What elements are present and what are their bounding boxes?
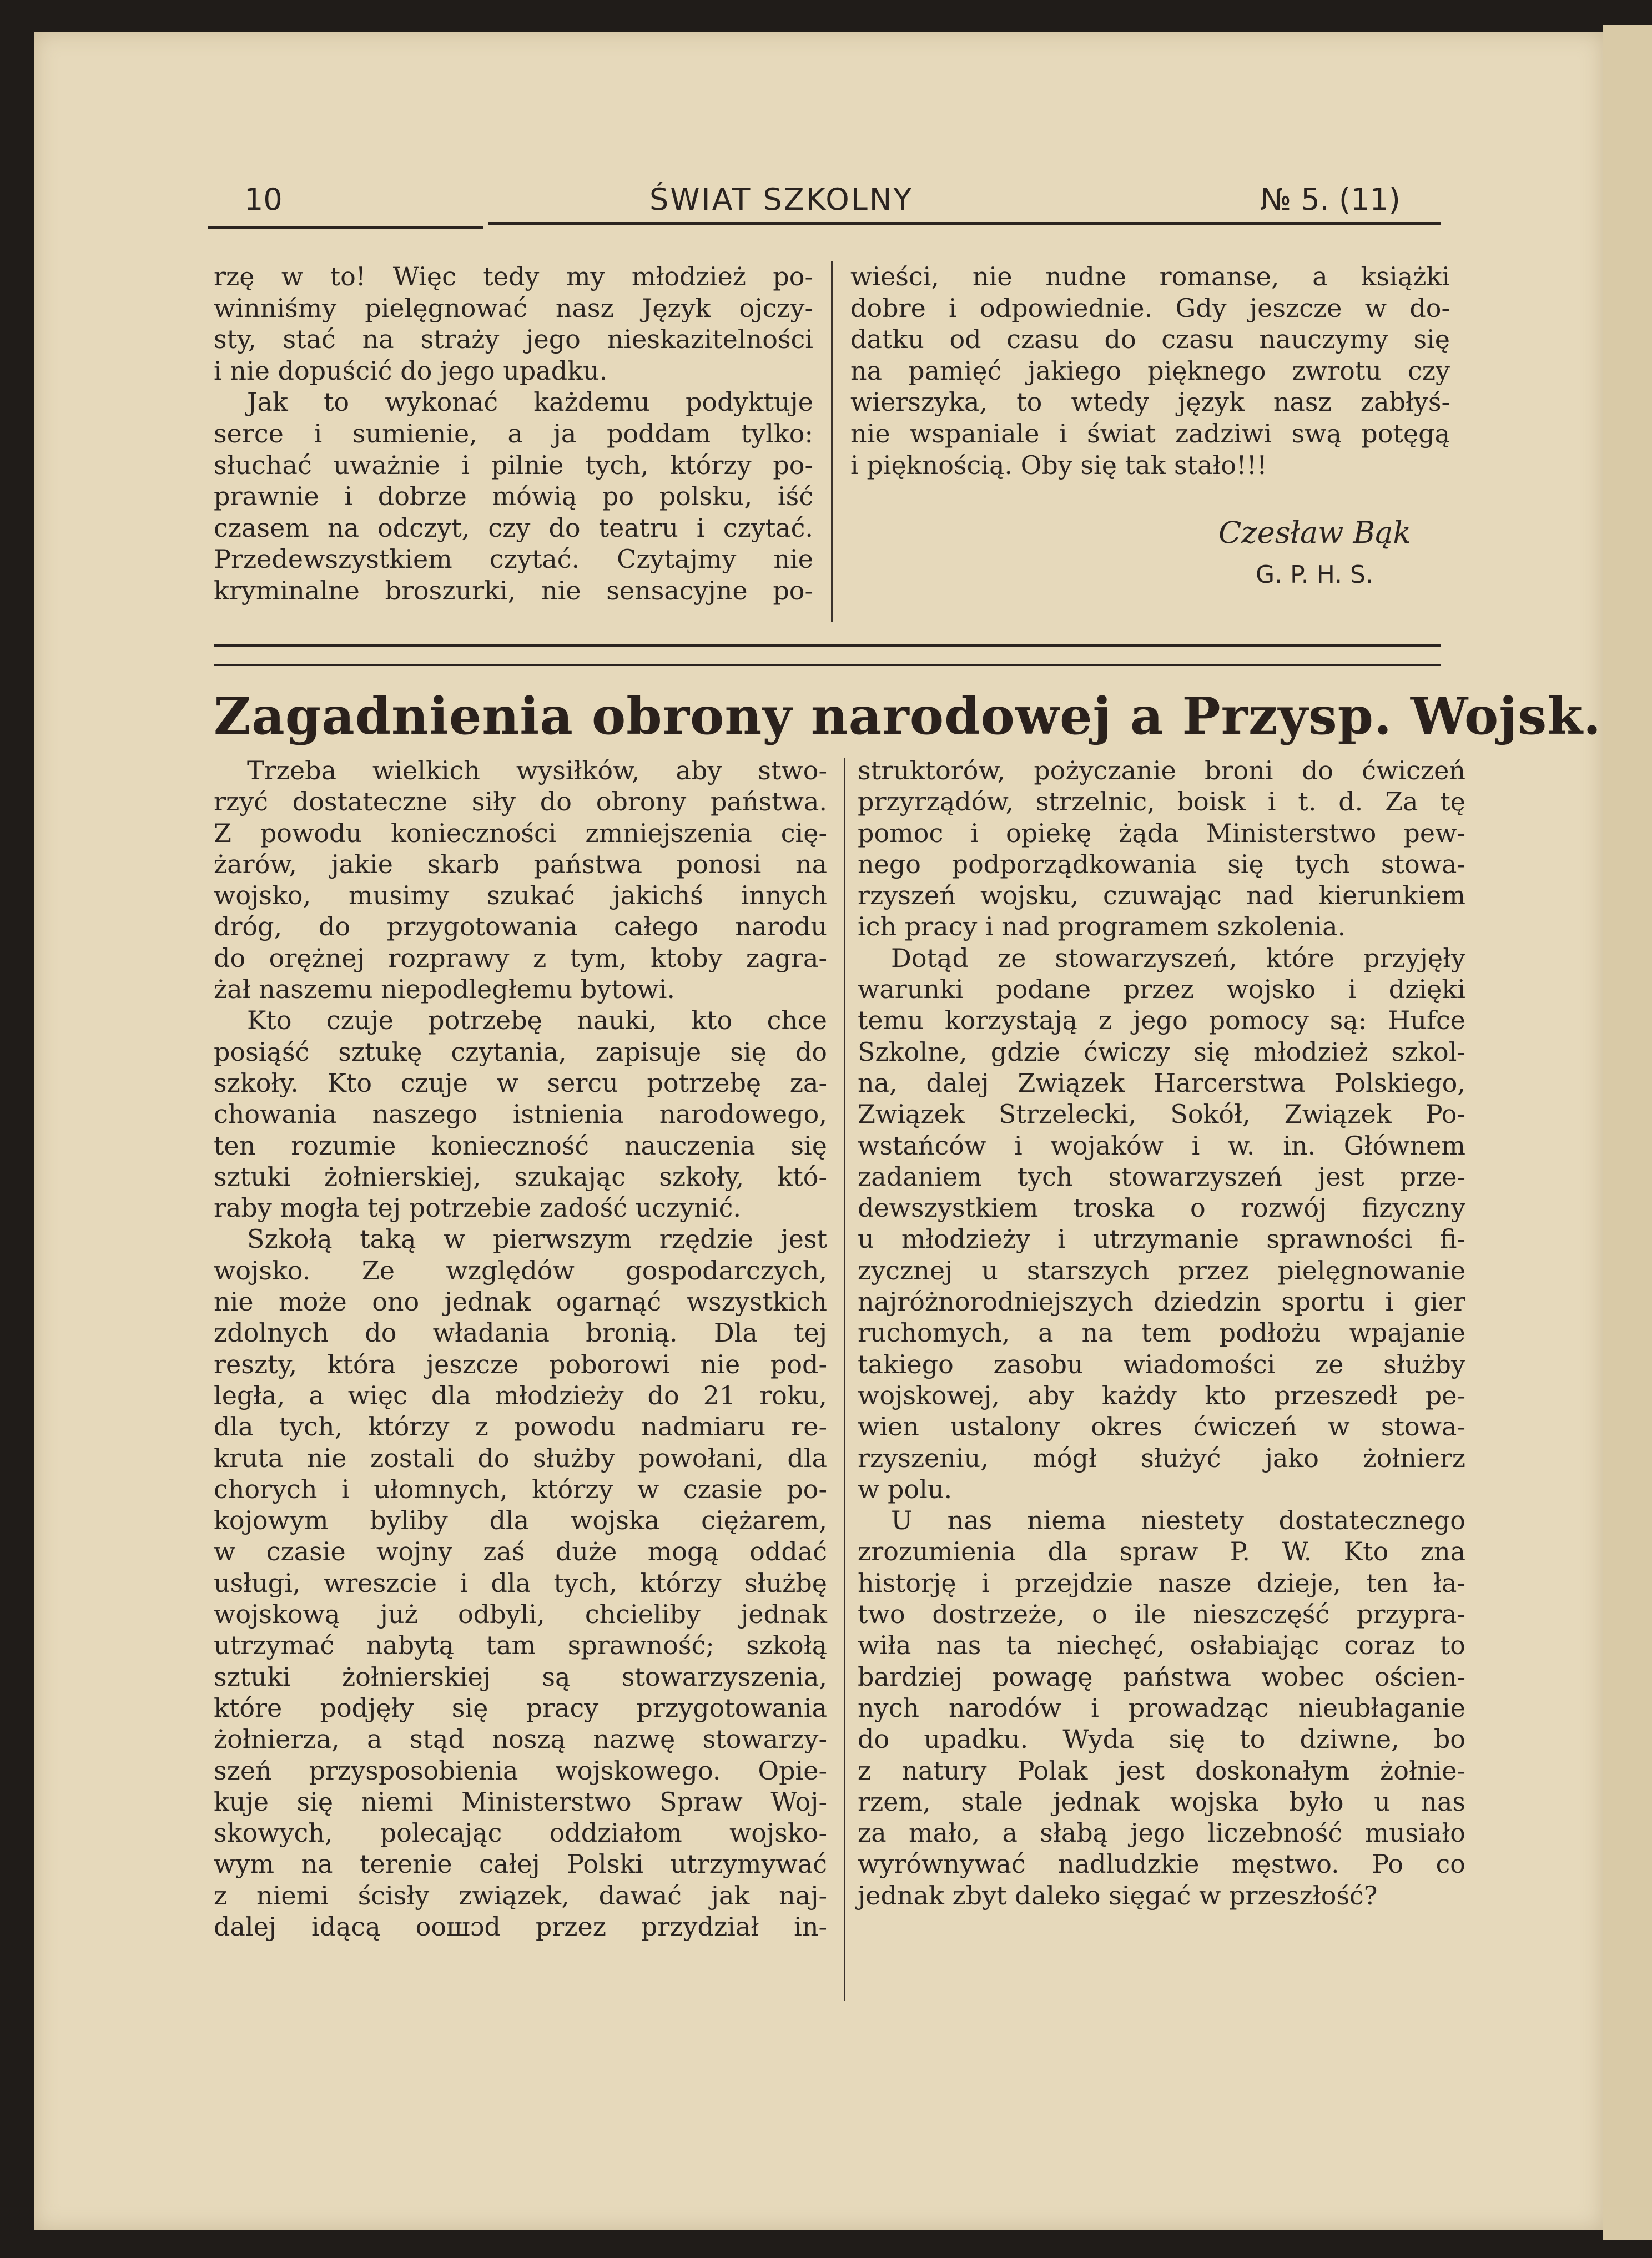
text-line: i nie dopuścić do jego upadku. [214, 355, 608, 386]
text-line: datku od czasu do czasu nauczymy się [850, 324, 1450, 355]
text-line: wym na terenie całej Polski utrzymywać [214, 1849, 827, 1879]
section-rule-thick [214, 644, 1441, 647]
text-line: rzyszeniu, mógł służyć jako żołnierz [858, 1443, 1465, 1473]
text-line: reszty, która jeszcze poborowi nie pod- [214, 1349, 827, 1379]
text-line: do upadku. Wyda się to dziwne, bo [858, 1724, 1465, 1755]
text-line: Trzeba wielkich wysiłków, aby stwo- [247, 755, 827, 785]
text-line: sty, stać na straży jego nieskazitelności [214, 324, 813, 355]
text-line: nie może ono jednak ogarnąć wszystkich [214, 1287, 827, 1317]
author-affiliation: G. P. H. S. [1256, 561, 1373, 589]
column-divider-top [831, 261, 833, 622]
text-line: kruta nie zostali do służby powołani, dla [214, 1443, 827, 1473]
text-line: z natury Polak jest doskonałym żołnie- [858, 1755, 1465, 1786]
article-heading: Zagadnienia obrony narodowej a Przysp. Wojsk. [214, 686, 1602, 746]
section-rule-thin [214, 664, 1441, 666]
header-rule-right [488, 222, 1441, 225]
text-line: nego podporządkowania się tych stowa- [858, 849, 1465, 879]
text-line: które podjęły się pracy przygotowania [214, 1692, 827, 1723]
text-line: wojsko. Ze względów gospodarczych, [214, 1255, 827, 1286]
text-line: prawnie i dobrze mówią po polsku, iść [214, 481, 813, 512]
text-line: zycznej u starszych przez pielęgnowanie [858, 1255, 1465, 1286]
text-line: sztuki żołnierskiej, szukając szkoły, któ- [214, 1161, 827, 1192]
text-line: warunki podane przez wojsko i dzięki [858, 974, 1465, 1005]
text-line: bardziej powagę państwa wobec ościen- [858, 1661, 1465, 1692]
text-line: najróżnorodniejszych dziedzin sportu i gier [858, 1287, 1465, 1317]
text-line: ruchomych, a na tem podłożu wpajanie [858, 1318, 1465, 1348]
author-signature: Czesław Bąk [1218, 515, 1412, 550]
text-line: żołnierza, a stąd noszą nazwę stowarzy- [214, 1724, 827, 1755]
text-line: wiła nas ta niechęć, osłabiając coraz to [858, 1630, 1465, 1661]
text-line: szkoły. Kto czuje w sercu potrzebę za- [214, 1067, 827, 1098]
text-line: rzem, stale jednak wojska było u nas [858, 1786, 1465, 1817]
text-line: Związek Strzelecki, Sokół, Związek Po- [858, 1099, 1465, 1130]
text-line: winniśmy pielęgnować nasz Język ojczy- [214, 293, 813, 323]
text-line: czasem na odczyt, czy do teatru i czytać. [214, 512, 813, 543]
text-line: z niemi ścisły związek, dawać jak naj- [214, 1880, 827, 1911]
text-line: nych narodów i prowadząc nieubłaganie [858, 1692, 1465, 1723]
text-line: Przedewszystkiem czytać. Czytajmy nie [214, 544, 813, 574]
text-line: wien ustalony okres ćwiczeń w stowa- [858, 1412, 1465, 1442]
header-rule-left [208, 226, 483, 229]
text-line: utrzymać nabytą tam sprawność; szkołą [214, 1630, 827, 1661]
text-line: i pięknością. Oby się tak stało!!! [850, 450, 1267, 480]
text-line: chorych i ułomnych, którzy w czasie po- [214, 1474, 827, 1504]
text-line: zdolnych do władania bronią. Dla tej [214, 1318, 827, 1348]
text-line: żarów, jakie skarb państwa ponosi na [214, 849, 827, 879]
text-line: ten rozumie konieczność nauczenia się [214, 1130, 827, 1161]
issue-number: № 5. (11) [1260, 182, 1401, 217]
column-divider-main [844, 758, 845, 2001]
text-line: kryminalne broszurki, nie sensacyjne po- [214, 575, 813, 606]
text-line: w polu. [858, 1474, 953, 1504]
text-line: wieści, nie nudne romanse, a książki [850, 261, 1450, 291]
text-line: chowania naszego istnienia narodowego, [214, 1099, 827, 1130]
text-line: w czasie wojny zaś duże mogą oddać [214, 1536, 827, 1567]
article-left-column [214, 755, 827, 1942]
text-line: takiego zasobu wiadomości ze służby [858, 1349, 1465, 1379]
text-line: skowych, polecając oddziałom wojsko- [214, 1818, 827, 1848]
text-line: kuje się niemi Ministerstwo Spraw Woj- [214, 1786, 827, 1817]
text-line: posiąść sztukę czytania, zapisuje się do [214, 1036, 827, 1067]
text-line: wierszyka, to wtedy język nasz zabłyś- [850, 387, 1450, 417]
text-line: wstańców i wojaków i w. in. Głównem [858, 1130, 1465, 1161]
text-line: Szkolne, gdzie ćwiczy się młodzież szkol- [858, 1036, 1465, 1067]
text-line: legła, a więc dla młodzieży do 21 roku, [214, 1380, 827, 1410]
text-line: pomoc i opiekę żąda Ministerstwo pew- [858, 818, 1465, 848]
text-line: rzyć dostateczne siły do obrony państwa. [214, 787, 827, 817]
text-line: dróg, do przygotowania całego narodu [214, 911, 827, 942]
text-line: ich pracy i nad programem szkolenia. [858, 911, 1346, 942]
publication-title: ŚWIAT SZKOLNY [649, 182, 914, 217]
text-line: two dostrzeże, o ile nieszczęść przypra- [858, 1599, 1465, 1630]
text-line: struktorów, pożyczanie broni do ćwiczeń [858, 755, 1465, 785]
text-line: na pamięć jakiego pięknego zwrotu czy [850, 355, 1450, 386]
top-article-left-column [214, 261, 813, 607]
text-line: Kto czuje potrzebę nauki, kto chce [247, 1005, 827, 1036]
text-line: sztuki żołnierskiej są stowarzyszenia, [214, 1661, 827, 1692]
text-line: u młodzieży i utrzymanie sprawności fi- [858, 1224, 1465, 1254]
text-line: jednak zbyt daleko sięgać w przeszłość? [858, 1880, 1378, 1911]
text-line: historję i przejdzie nasze dzieje, ten ła- [858, 1568, 1465, 1598]
text-line: serce i sumienie, a ja poddam tylko: [214, 418, 813, 448]
text-line: U nas niema niestety dostatecznego [891, 1505, 1465, 1536]
text-line: Dotąd ze stowarzyszeń, które przyjęły [891, 942, 1465, 973]
text-line: wojskową już odbyli, chcieliby jednak [214, 1599, 827, 1630]
next-page-edge [1603, 25, 1652, 2240]
text-line: dalej idącą ooшɔd przez przydział in- [214, 1911, 827, 1942]
text-line: usługi, wreszcie i dla tych, którzy służbę [214, 1568, 827, 1598]
text-line: żał naszemu niepodległemu bytowi. [214, 974, 676, 1005]
article-right-column [858, 755, 1465, 1911]
text-line: nie wspaniale i świat zadziwi swą potęgą [850, 418, 1450, 448]
page-number: 10 [244, 182, 283, 217]
text-line: dla tych, którzy z powodu nadmiaru re- [214, 1412, 827, 1442]
text-line: zadaniem tych stowarzyszeń jest prze- [858, 1161, 1465, 1192]
text-line: przyrządów, strzelnic, boisk i t. d. Za tę [858, 787, 1465, 817]
text-line: temu korzystają z jego pomocy są: Hufce [858, 1005, 1465, 1036]
text-line: zrozumienia dla spraw P. W. Kto zna [858, 1536, 1465, 1567]
text-line: kojowym byliby dla wojska ciężarem, [214, 1505, 827, 1536]
text-line: rzyszeń wojsku, czuwając nad kierunkiem [858, 880, 1465, 911]
text-line: na, dalej Związek Harcerstwa Polskiego, [858, 1067, 1465, 1098]
text-line: wojskowej, aby każdy kto przeszedł pe- [858, 1380, 1465, 1410]
text-line: za mało, a słabą jego liczebność musiało [858, 1818, 1465, 1848]
text-line: raby mogła tej potrzebie zadość uczynić. [214, 1193, 741, 1223]
text-line: do orężnej rozprawy z tym, ktoby zagra- [214, 942, 827, 973]
text-line: dewszystkiem troska o rozwój fizyczny [858, 1193, 1465, 1223]
text-line: Szkołą taką w pierwszym rzędzie jest [247, 1224, 827, 1254]
text-line: wyrównywać nadludzkie męstwo. Po co [858, 1849, 1465, 1879]
text-line: wojsko, musimy szukać jakichś innych [214, 880, 827, 911]
text-line: Jak to wykonać każdemu podyktuje [247, 387, 813, 417]
top-article-right-column [850, 261, 1450, 481]
text-line: rzę w to! Więc tedy my młodzież po- [214, 261, 813, 291]
text-line: Z powodu konieczności zmniejszenia cię- [214, 818, 827, 848]
text-line: dobre i odpowiednie. Gdy jeszcze w do- [850, 293, 1450, 323]
text-line: szeń przysposobienia wojskowego. Opie- [214, 1755, 827, 1786]
text-line: słuchać uważnie i pilnie tych, którzy po- [214, 450, 813, 480]
